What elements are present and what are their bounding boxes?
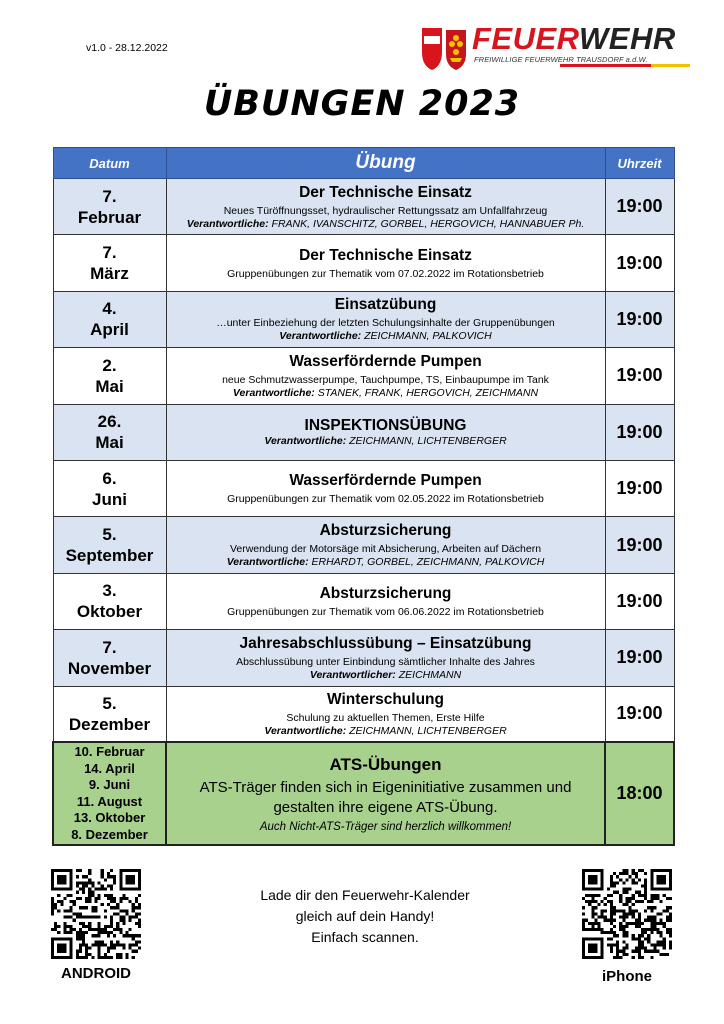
- exercise-cell: [166, 630, 605, 686]
- date-cell: [53, 517, 166, 573]
- ats-date: 10. Februar: [74, 744, 145, 760]
- exercise-title: Der Technische Einsatz: [299, 246, 472, 264]
- exercise-date: 4. April: [90, 299, 129, 340]
- ats-date: 8. Dezember: [71, 826, 148, 842]
- time-cell: [605, 686, 674, 742]
- exercise-time: 19:00: [616, 421, 663, 442]
- version-label: v1.0 - 28.12.2022: [86, 42, 168, 54]
- exercise-description: Verwendung der Motorsäge mit Absicherung, Arbeiten auf Dächern: [229, 543, 542, 556]
- exercise-date: 2. Mai: [95, 355, 124, 396]
- table-row: [53, 630, 674, 686]
- table-row: [53, 573, 674, 629]
- logo-subtitle: FREIWILLIGE FEUERWEHR TRAUSDORF a.d.W.: [474, 55, 648, 64]
- exercise-date: 5. Dezember: [68, 693, 151, 734]
- exercise-time: 19:00: [616, 534, 663, 555]
- android-qr-code-icon[interactable]: [51, 869, 141, 959]
- android-label: ANDROID: [61, 965, 131, 982]
- exercise-cell: [166, 235, 605, 291]
- logo-stripe: [560, 64, 690, 67]
- page-title: ÜBUNGEN 2023: [203, 84, 521, 124]
- exercise-description: Neues Türöffnungsset, hydraulischer Rettungssatz am Unfallfahrzeug: [223, 204, 548, 217]
- date-cell: [53, 348, 166, 404]
- exercise-responsible: Verantwortlicher: ZEICHMANN: [309, 668, 462, 681]
- ats-date: 14. April: [84, 760, 135, 776]
- exercise-title: INSPEKTIONSÜBUNG: [304, 417, 467, 435]
- exercise-date: 7. Februar: [77, 186, 142, 227]
- date-cell: [53, 291, 166, 347]
- exercise-date: 7. November: [67, 637, 152, 678]
- exercise-title: Absturzsicherung: [319, 584, 452, 602]
- exercise-date: 26. Mai: [95, 412, 124, 453]
- ats-title: ATS-Übungen: [329, 755, 442, 775]
- exercise-cell: [166, 348, 605, 404]
- header-exercise: Übung: [166, 148, 605, 179]
- exercise-time: 19:00: [616, 308, 663, 329]
- exercise-description: Gruppenübungen zur Thematik vom 06.06.2022 im Rotationsbetrieb: [227, 605, 544, 618]
- time-cell: [605, 235, 674, 291]
- exercise-title: Absturzsicherung: [319, 522, 452, 540]
- date-cell: [53, 686, 166, 742]
- exercise-cell: [166, 460, 605, 516]
- exercise-date: 5. September: [65, 525, 154, 566]
- ats-exercise-cell: [166, 742, 605, 845]
- exercise-schedule-table: [52, 147, 675, 846]
- time-cell: [605, 291, 674, 347]
- ats-date: 11. August: [76, 793, 143, 809]
- fire-department-logo: [420, 22, 695, 74]
- ats-time-cell: [605, 742, 674, 845]
- exercise-responsible: Verantwortliche: STANEK, FRANK, HERGOVICH, ZEICHMANN: [232, 386, 539, 399]
- exercise-time: 19:00: [616, 647, 663, 668]
- date-cell: [53, 235, 166, 291]
- header-time: Uhrzeit: [605, 148, 674, 179]
- exercise-cell: [166, 404, 605, 460]
- logo-title: FEUERWEHR: [472, 21, 676, 56]
- ats-time: 18:00: [616, 783, 663, 804]
- exercise-time: 19:00: [616, 590, 663, 611]
- exercise-date: 3. Oktober: [76, 581, 143, 622]
- table-row: [53, 235, 674, 291]
- ats-row: [53, 742, 674, 845]
- ats-note: Auch Nicht-ATS-Träger sind herzlich willkommen!: [259, 821, 512, 834]
- date-cell: [53, 630, 166, 686]
- exercise-cell: [166, 686, 605, 742]
- exercise-cell: [166, 291, 605, 347]
- ats-dates-cell: [53, 742, 166, 845]
- date-cell: [53, 404, 166, 460]
- exercise-date: 7. März: [90, 243, 129, 284]
- exercise-responsible: Verantwortliche: ZEICHMANN, LICHTENBERGER: [264, 724, 507, 737]
- time-cell: [605, 404, 674, 460]
- ats-description: ATS-Träger finden sich in Eigeninitiative zusammen und gestalten ihre eigene ATS-Übung.: [199, 779, 572, 817]
- date-cell: [53, 179, 166, 235]
- exercise-title: Winterschulung: [327, 690, 444, 708]
- table-row: [53, 404, 674, 460]
- exercise-cell: [166, 179, 605, 235]
- table-row: [53, 348, 674, 404]
- exercise-description: Gruppenübungen zur Thematik vom 07.02.2022 im Rotationsbetrieb: [227, 267, 544, 280]
- exercise-cell: [166, 517, 605, 573]
- exercise-title: Wasserfördernde Pumpen: [289, 352, 482, 370]
- ats-date: 13. Oktober: [73, 810, 146, 826]
- exercise-time: 19:00: [616, 252, 663, 273]
- exercise-responsible: Verantwortliche: ERHARDT, GORBEL, ZEICHMANN, PALKOVICH: [226, 556, 545, 569]
- table-row: [53, 517, 674, 573]
- exercise-description: Abschlussübung unter Einbindung sämtlicher Inhalte des Jahres: [236, 655, 535, 668]
- footer-text: Lade dir den Feuerwehr-Kalender gleich auf dein Handy! Einfach scannen.: [260, 887, 470, 945]
- exercise-time: 19:00: [616, 478, 663, 499]
- iphone-qr-code-icon[interactable]: [582, 869, 672, 959]
- exercise-time: 19:00: [616, 196, 663, 217]
- time-cell: [605, 573, 674, 629]
- ats-date: 9. Juni: [88, 777, 131, 793]
- crest-icon: [420, 24, 470, 72]
- exercise-responsible: Verantwortliche: ZEICHMANN, PALKOVICH: [279, 330, 492, 343]
- header-date: Datum: [53, 148, 166, 179]
- exercise-responsible: Verantwortliche: ZEICHMANN, LICHTENBERGER: [264, 435, 507, 448]
- ats-dates: [54, 744, 165, 843]
- time-cell: [605, 348, 674, 404]
- exercise-cell: [166, 573, 605, 629]
- exercise-responsible: Verantwortliche: FRANK, IVANSCHITZ, GORBEL, HERGOVICH, HANNABUER Ph.: [186, 217, 585, 230]
- exercise-description: Schulung zu aktuellen Themen, Erste Hilfe: [286, 711, 485, 724]
- time-cell: [605, 517, 674, 573]
- exercise-title: Jahresabschlussübung – Einsatzübung: [239, 634, 532, 652]
- exercise-description: …unter Einbeziehung der letzten Schulungsinhalte der Gruppenübungen: [216, 317, 555, 330]
- exercise-description: Gruppenübungen zur Thematik vom 02.05.2022 im Rotationsbetrieb: [227, 493, 544, 506]
- date-cell: [53, 573, 166, 629]
- exercise-date: 6. Juni: [92, 468, 127, 509]
- exercise-title: Einsatzübung: [334, 296, 437, 314]
- table-row: [53, 460, 674, 516]
- exercise-title: Wasserfördernde Pumpen: [289, 472, 482, 490]
- exercise-time: 19:00: [616, 703, 663, 724]
- date-cell: [53, 460, 166, 516]
- table-row: [53, 291, 674, 347]
- iphone-label: iPhone: [601, 968, 652, 985]
- time-cell: [605, 179, 674, 235]
- exercise-title: Der Technische Einsatz: [299, 183, 472, 201]
- time-cell: [605, 460, 674, 516]
- time-cell: [605, 630, 674, 686]
- table-row: [53, 686, 674, 742]
- table-row: [53, 179, 674, 235]
- exercise-description: neue Schmutzwasserpumpe, Tauchpumpe, TS, Einbaupumpe im Tank: [222, 373, 549, 386]
- exercise-time: 19:00: [616, 365, 663, 386]
